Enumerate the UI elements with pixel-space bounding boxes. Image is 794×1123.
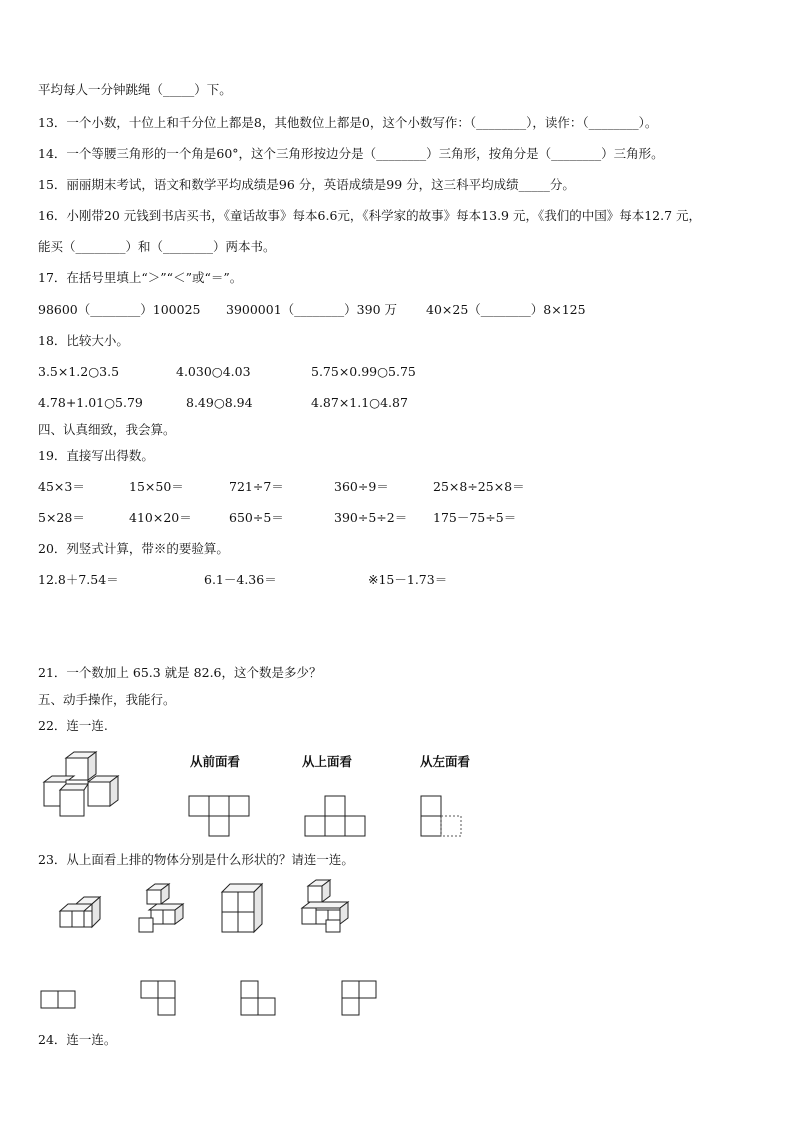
question-14: 14．一个等腰三角形的一个角是60°，这个三角形按边分是（________）三角形，按角分是（________）三角形。 (38, 146, 664, 161)
q23-solid-3 (218, 882, 268, 934)
q18-r2-c2: 8.49○8.94 (186, 395, 253, 410)
q19-r1-c2: 15×50＝ (129, 479, 184, 494)
q19-r2-c5: 175－75÷5＝ (433, 510, 517, 525)
q18-r2-c1: 4.78+1.01○5.79 (38, 395, 143, 410)
question-21: 21．一个数加上 65.3 就是 82.6，这个数是多少？ (38, 665, 322, 680)
q22-label-front: 从前面看 (190, 754, 241, 769)
question-23: 23．从上面看上排的物体分别是什么形状的？请连一连。 (38, 852, 354, 867)
section-4-heading: 四、认真细致，我会算。 (38, 422, 176, 437)
q18-r2-c3: 4.87×1.1○4.87 (311, 395, 408, 410)
section-5-heading: 五、动手操作，我能行。 (38, 692, 176, 707)
q19-r2-c2: 410×20＝ (129, 510, 192, 525)
q23-view-3 (240, 980, 276, 1016)
question-17: 17．在括号里填上“＞”“＜”或“＝”。 (38, 270, 243, 285)
question-20: 20．列竖式计算，带※的要验算。 (38, 541, 229, 556)
q17-item-1: 98600（________）100025 (38, 302, 201, 317)
question-13: 13．一个小数，十位上和千分位上都是8，其他数位上都是0，这个小数写作：（________），读作：（________）。 (38, 115, 658, 130)
q18-r1-c1: 3.5×1.2○3.5 (38, 364, 120, 379)
q23-view-4 (340, 980, 378, 1016)
q12-continuation: 平均每人一分钟跳绳（_____）下。 (38, 82, 232, 97)
q19-r1-c1: 45×3＝ (38, 479, 85, 494)
q19-r1-c5: 25×8÷25×8＝ (433, 479, 525, 494)
q17-item-3: 40×25（________）8×125 (426, 302, 586, 317)
q22-label-left: 从左面看 (420, 754, 471, 769)
q22-view-front (188, 795, 252, 837)
q23-view-2 (140, 980, 176, 1016)
question-18: 18．比较大小。 (38, 333, 129, 348)
q19-r2-c3: 650÷5＝ (229, 510, 284, 525)
q23-solid-4 (298, 878, 356, 934)
q22-label-top: 从上面看 (302, 754, 353, 769)
question-22: 22．连一连. (38, 718, 108, 733)
q19-r1-c3: 721÷7＝ (229, 479, 284, 494)
question-16-line1: 16．小刚带20 元钱到书店买书，《童话故事》每本6.6元，《科学家的故事》每本13.9 元，《我们的中国》每本12.7 元， (38, 208, 702, 223)
q18-r1-c3: 5.75×0.99○5.75 (311, 364, 416, 379)
question-19: 19．直接写出得数。 (38, 448, 154, 463)
q19-r1-c4: 360÷9＝ (334, 479, 389, 494)
question-24: 24．连一连。 (38, 1032, 117, 1047)
q20-item-1: 12.8＋7.54＝ (38, 572, 119, 587)
q22-solid-figure (40, 750, 140, 820)
q18-r1-c2: 4.030○4.03 (176, 364, 251, 379)
q23-view-1 (40, 990, 76, 1010)
q19-r2-c1: 5×28＝ (38, 510, 85, 525)
q17-item-2: 3900001（________）390 万 (226, 302, 398, 317)
q20-item-2: 6.1－4.36＝ (204, 572, 277, 587)
q23-solid-1 (56, 895, 106, 933)
question-15: 15．丽丽期末考试，语文和数学平均成绩是96 分，英语成绩是99 分，这三科平均成绩_____分。 (38, 177, 575, 192)
q22-view-left (420, 795, 470, 837)
q20-item-3: ※15－1.73＝ (368, 572, 448, 587)
q23-solid-2 (135, 882, 190, 934)
q19-r2-c4: 390÷5÷2＝ (334, 510, 408, 525)
question-16-line2: 能买（________）和（________）两本书。 (38, 239, 276, 254)
q22-view-top (304, 795, 368, 837)
